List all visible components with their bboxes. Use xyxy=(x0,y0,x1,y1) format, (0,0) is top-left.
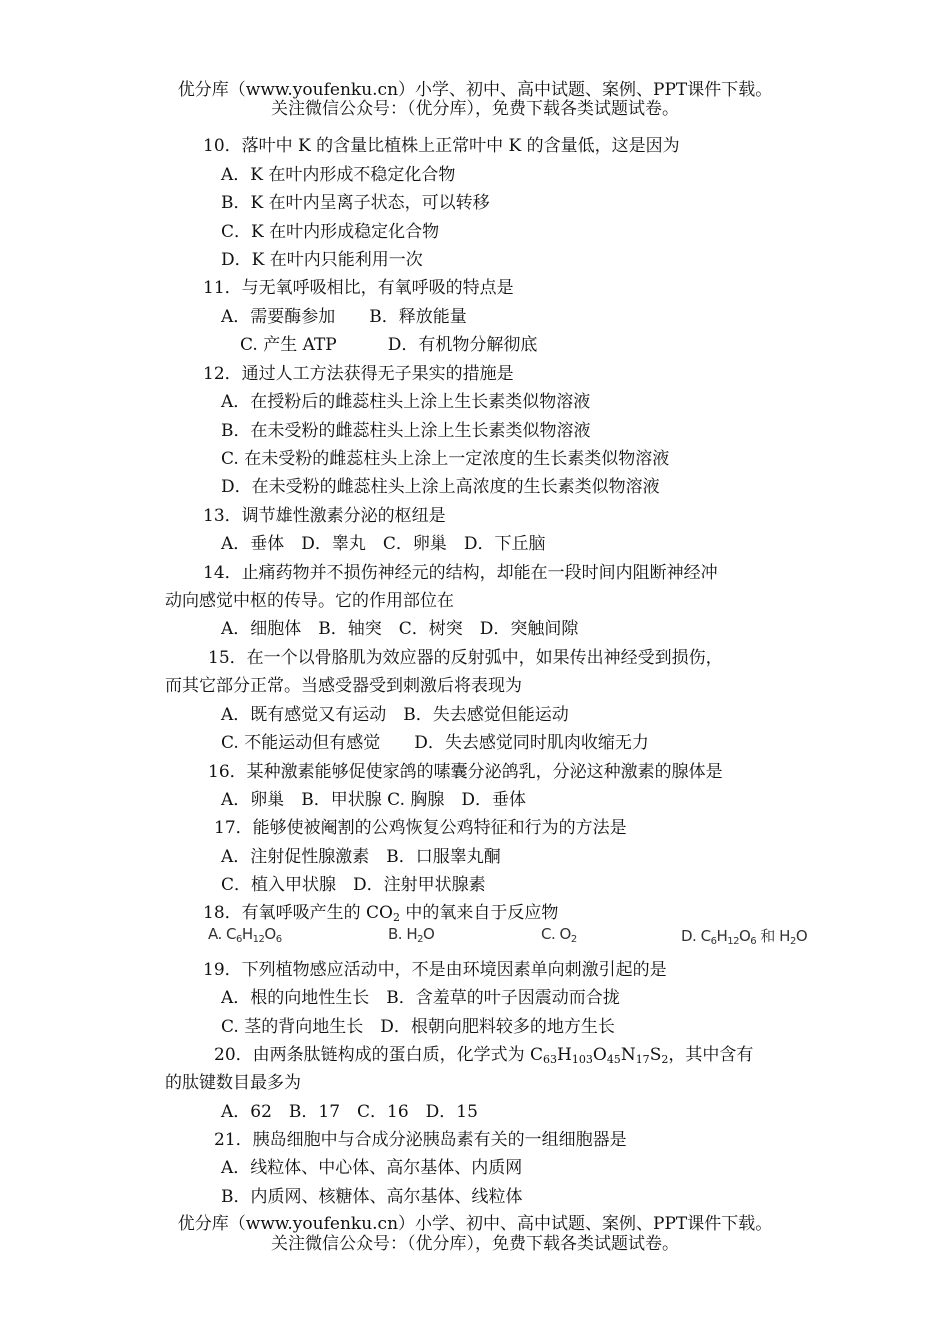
question-19-options-ab: A．根的向地性生长 B．含羞草的叶子因震动而合拢 xyxy=(221,988,620,1008)
question-12-option-d: D．在未受粉的雌蕊柱头上涂上高浓度的生长素类似物溶液 xyxy=(221,477,660,497)
question-18-option-c: C. $O_2$ xyxy=(541,925,577,945)
header-line-2: 关注微信公众号：（优分库），免费下载各类试题试卷。 xyxy=(271,99,679,119)
question-21-option-a: A．线粒体、中心体、高尔基体、内质网 xyxy=(221,1158,523,1178)
question-16-stem: 16．某种激素能够促使家鸽的嗉囊分泌鸽乳，分泌这种激素的腺体是 xyxy=(208,762,723,782)
question-18-stem: 18．有氧呼吸产生的 $CO_2$ 中的氧来自于反应物 xyxy=(203,903,559,924)
question-14-options: A．细胞体 B．轴突 C．树突 D．突触间隙 xyxy=(221,619,579,639)
question-17-options-cd: C．植入甲状腺 D．注射甲状腺素 xyxy=(221,875,486,895)
question-21-stem: 21．胰岛细胞中与合成分泌胰岛素有关的一组细胞器是 xyxy=(214,1130,627,1150)
question-14-stem-line-2: 动向感觉中枢的传导。它的作用部位在 xyxy=(165,591,454,611)
question-15-stem-line-2: 而其它部分正常。当感受器受到刺激后将表现为 xyxy=(165,676,522,696)
question-10-option-c: C．K 在叶内形成稳定化合物 xyxy=(221,222,440,242)
question-11-options-cd: C. 产生 ATP D．有机物分解彻底 xyxy=(240,335,538,355)
question-10-stem: 10．落叶中 K 的含量比植株上正常叶中 K 的含量低，这是因为 xyxy=(203,136,680,156)
question-19-stem: 19．下列植物感应活动中，不是由环境因素单向刺激引起的是 xyxy=(203,960,667,980)
question-15-stem-line-1: 15．在一个以骨胳肌为效应器的反射弧中，如果传出神经受到损伤， xyxy=(208,648,723,668)
question-19-options-cd: C. 茎的背向地生长 D．根朝向肥料较多的地方生长 xyxy=(221,1017,615,1037)
question-21-option-b: B．内质网、核糖体、高尔基体、线粒体 xyxy=(221,1187,523,1207)
question-11-options-ab: A．需要酶参加 B．释放能量 xyxy=(221,307,467,327)
question-12-option-a: A．在授粉后的雌蕊柱头上涂上生长素类似物溶液 xyxy=(221,392,591,412)
question-10-option-d: D．K 在叶内只能利用一次 xyxy=(221,250,423,270)
question-18-option-b: B. $H_2O$ xyxy=(388,925,435,945)
question-15-options-ab: A．既有感觉又有运动 B．失去感觉但能运动 xyxy=(221,705,569,725)
question-20-stem-line-1: 20．由两条肽链构成的蛋白质，化学式为 $C_{63}H_{103}O_{45}N_{17}S_2$，其中含有 xyxy=(214,1045,754,1066)
question-20-stem-line-2: 的肽键数目最多为 xyxy=(165,1073,301,1093)
question-11-stem: 11．与无氧呼吸相比，有氧呼吸的特点是 xyxy=(203,278,514,298)
question-14-stem-line-1: 14．止痛药物并不损伤神经元的结构，却能在一段时间内阻断神经冲 xyxy=(203,563,718,583)
question-13-stem: 13．调节雄性激素分泌的枢纽是 xyxy=(203,506,446,526)
question-18-option-a: A. $C_6H_{12}O_6$ xyxy=(208,925,282,945)
header-line-1: 优分库（www.youfenku.cn）小学、初中、高中试题、案例、PPT课件下载。 xyxy=(177,80,773,100)
footer-line-2: 关注微信公众号：（优分库），免费下载各类试题试卷。 xyxy=(271,1234,679,1254)
question-12-option-c: C. 在未受粉的雌蕊柱头上涂上一定浓度的生长素类似物溶液 xyxy=(221,449,670,469)
question-17-options-ab: A．注射促性腺激素 B．口服睾丸酮 xyxy=(221,847,501,867)
question-15-options-cd: C. 不能运动但有感觉 D．失去感觉同时肌肉收缩无力 xyxy=(221,733,649,753)
question-17-stem: 17．能够使被阉割的公鸡恢复公鸡特征和行为的方法是 xyxy=(214,818,627,838)
question-12-option-b: B．在未受粉的雌蕊柱头上涂上生长素类似物溶液 xyxy=(221,421,591,441)
question-16-options: A．卵巢 B．甲状腺 C. 胸腺 D．垂体 xyxy=(221,790,527,810)
question-10-option-b: B．K 在叶内呈离子状态，可以转移 xyxy=(221,193,490,213)
question-20-options: A．62 B．17 C．16 D．15 xyxy=(221,1102,478,1122)
question-13-options: A．垂体 D．睾丸 C．卵巢 D．下丘脑 xyxy=(221,534,546,554)
footer-line-1: 优分库（www.youfenku.cn）小学、初中、高中试题、案例、PPT课件下载。 xyxy=(177,1214,773,1234)
question-10-option-a: A．K 在叶内形成不稳定化合物 xyxy=(221,165,456,185)
question-12-stem: 12．通过人工方法获得无子果实的措施是 xyxy=(203,364,514,384)
question-18-option-d: D. $C_6H_{12}O_6$ 和 $H_2O$ xyxy=(681,927,808,947)
